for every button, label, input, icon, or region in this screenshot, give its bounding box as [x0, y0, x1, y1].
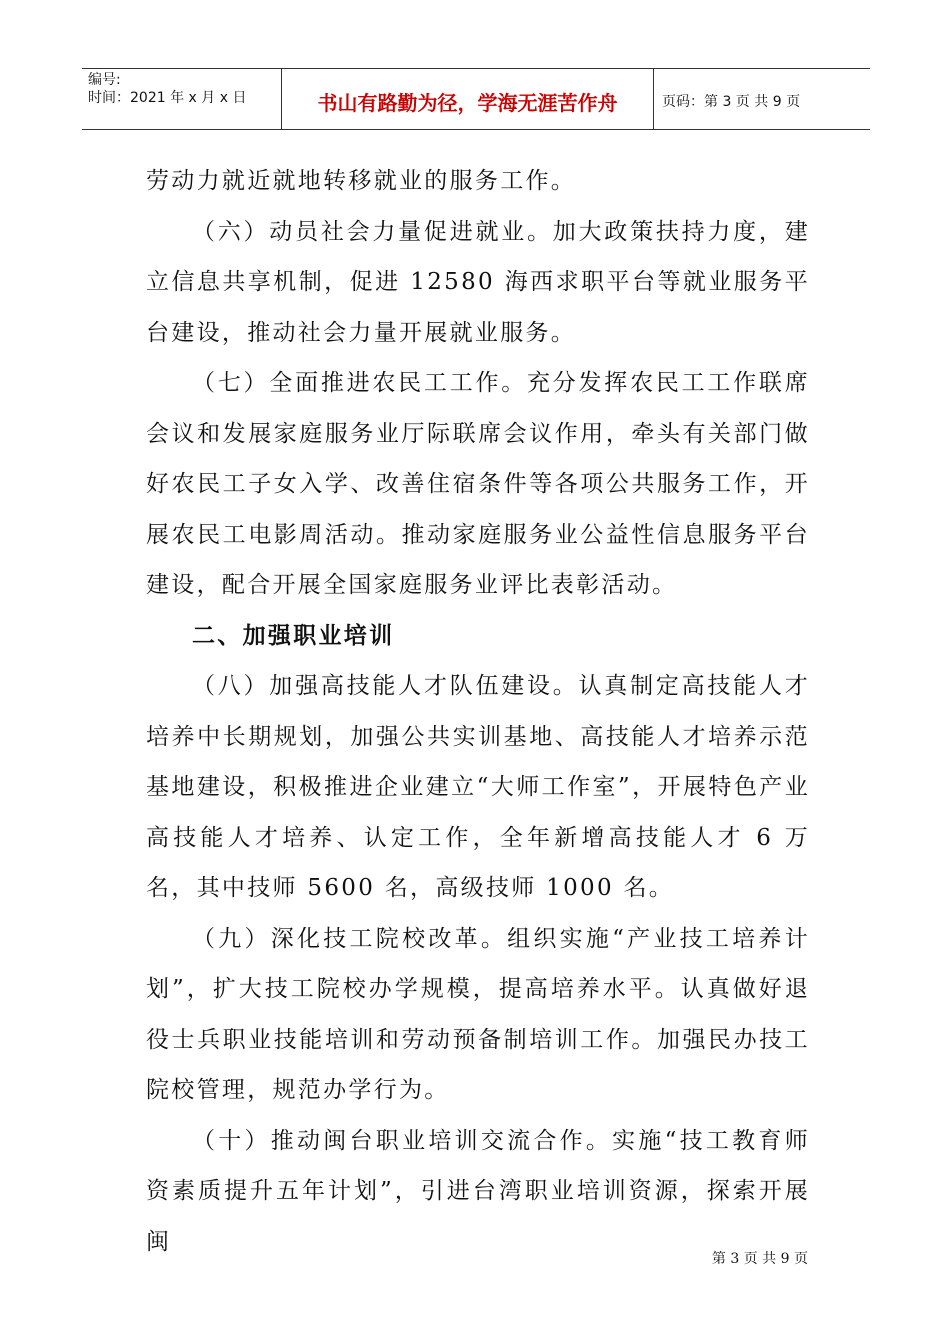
motto-text: 书山有路勤为径，学海无涯苦作舟 — [317, 90, 618, 115]
paragraph-item-9: （九）深化技工院校改革。组织实施“产业技工培养计划”，扩大技工院校办学规模，提高培养水平。认真做好退役士兵职业技能培训和劳动预备制培训工作。加强民办技工院校管理，规范办学行为。 — [146, 925, 810, 1103]
footer-page-info: 第 3 页 共 9 页 — [711, 1251, 808, 1267]
paragraph-item-10: （十）推动闽台职业培训交流合作。实施“技工教育师资素质提升五年计划”，引进台湾职业培训资源，探索开展闽 — [146, 1127, 810, 1255]
document-number-label: 编号: — [88, 72, 121, 88]
section-heading: 二、加强职业培训 — [192, 622, 395, 649]
header-meta — [82, 69, 282, 129]
paragraph-item-7: （七）全面推进农民工工作。充分发挥农民工工作联席会议和发展家庭服务业厅际联席会议作用，牵头有关部门做好农民工子女入学、改善住宿条件等各项公共服务工作，开展农民工电影周活动。推动家庭服务业公益性信息服务平台建设，配合开展全国家庭服务业评比表彰活动。 — [146, 370, 810, 598]
page-header — [82, 68, 870, 130]
page-code-text: 页码：第 3 页 共 9 页 — [662, 94, 801, 110]
paragraph-continuation: 劳动力就近就地转移就业的服务工作。 — [146, 168, 577, 194]
paragraph-item-6: （六）动员社会力量促进就业。加大政策扶持力度，建立信息共享机制，促进 12580 海西求职平台等就业服务平台建设，推动社会力量开展就业服务。 — [146, 218, 810, 346]
paragraph-item-8: （八）加强高技能人才队伍建设。认真制定高技能人才培养中长期规划，加强公共实训基地、高技能人才培养示范基地建设，积极推进企业建立“大师工作室”，开展特色产业高技能人才培养、认定工作，全年新增高技能人才 6 万名，其中技师 5600 名，高级技师 1000 名。 — [146, 673, 810, 901]
header-motto — [282, 69, 654, 129]
header-page-code — [654, 69, 870, 129]
page-footer — [712, 1248, 808, 1268]
document-time: 时间：2021 年 x 月 x 日 — [88, 90, 247, 106]
document-body — [146, 156, 810, 1267]
